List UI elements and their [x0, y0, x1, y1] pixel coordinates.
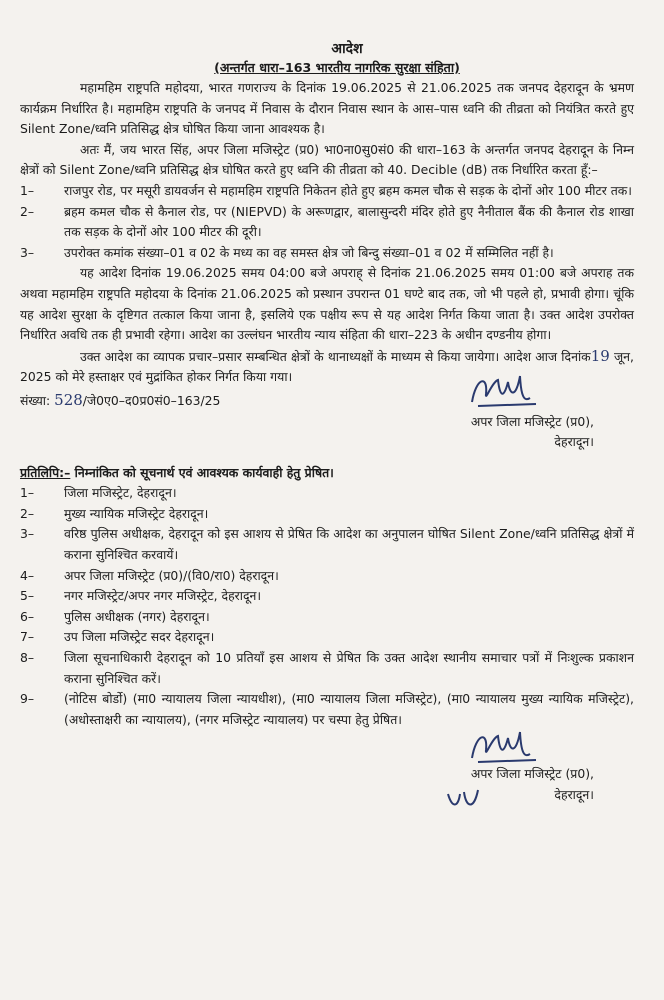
paragraph-2: अतः मैं, जय भारत सिंह, अपर जिला मजिस्ट्रेट (प्र0) भा0ना0सु0सं0 की धारा–163 के अन्तर्गत जनपद देहरादून के निम्न क्षेत्रों को Silent Zone/ध्वनि प्रतिसिद्ध क्षेत्र घोषित करते हुए ध्वनि की तीव्रता को 40. Decible (dB) तक निर्धारित करता हूँ:– [20, 141, 634, 178]
list-item [20, 202, 634, 243]
copy-item-number: 1– [20, 485, 35, 501]
copy-list-item [20, 483, 634, 504]
handwritten-date: 19 [590, 346, 610, 365]
copy-item-text: जिला सूचनाधिकारी देहरादून को 10 प्रतियाँ इस आशय से प्रेषित कि उक्त आदेश स्थानीय समाचार पत्रों में निःशुल्क प्रकाशन कराना सुनिश्चित करें। [64, 650, 634, 686]
signatory-designation: अपर जिला मजिस्ट्रेट (प्र0), [470, 413, 594, 429]
copy-heading-label: प्रतिलिपि:– [20, 464, 71, 480]
paragraph-1: महामहिम राष्ट्रपति महोदया, भारत गणराज्य के दिनांक 19.06.2025 से 21.06.2025 तक जनपद देहरादून के भ्रमण कार्यक्रम निर्धारित है। महामहिम राष्ट्रपति के जनपद में निवास के दौरान निवास स्थान के आस–पास ध्वनि की तीव्रता को नियंत्रित करते हुए Silent Zone/ध्वनि प्रतिसिद्ध क्षेत्र घोषित किया जाना आवश्यक है। [20, 80, 635, 137]
reference-label: संख्या: [20, 392, 51, 408]
signatory-location: देहरादून। [554, 787, 594, 802]
copy-list-item [20, 524, 634, 565]
subtitle-text: (अन्तर्गत धारा–163 भारतीय नागरिक सुरक्षा संहिता) [214, 60, 460, 75]
document-subtitle [40, 58, 634, 78]
item-number: 2– [20, 203, 35, 219]
copy-item-text: नगर मजिस्ट्रेट/अपर नगर मजिस्ट्रेट, देहरादून। [64, 588, 262, 604]
paragraph-4-end: जून, 2025 को मेरे हस्ताक्षर एवं मुद्रांकित होकर निर्गत किया गया। [20, 348, 634, 385]
signatory-location: देहरादून। [554, 434, 594, 450]
reference-code: /जे0ए0–द0प्र0सं0–163/25 [82, 392, 221, 408]
copy-item-number: 4– [20, 567, 35, 583]
item-text: उपरोक्त कमांक संख्या–01 व 02 के मध्य का वह समस्त क्षेत्र जो बिन्दु संख्या–01 व 02 में सम्मिलित नहीं है। [64, 244, 554, 260]
copy-list-item [20, 648, 634, 689]
copy-item-number: 9– [20, 691, 35, 707]
copy-item-text: पुलिस अधीक्षक (नगर) देहरादून। [64, 608, 210, 624]
copy-list-item [20, 566, 634, 587]
copy-item-number: 2– [20, 505, 35, 521]
copy-list-item [20, 586, 634, 607]
copy-item-number: 5– [20, 588, 35, 604]
copy-item-text: अपर जिला मजिस्ट्रेट (प्र0)/(वि0/रा0) देहरादून। [64, 567, 279, 583]
copy-item-number: 7– [20, 629, 35, 645]
copy-item-text: मुख्य न्यायिक मजिस्ट्रेट देहरादून। [64, 505, 209, 521]
copy-list-item [20, 627, 634, 648]
copy-item-text: उप जिला मजिस्ट्रेट सदर देहरादून। [64, 629, 215, 645]
signature-block-2 [20, 764, 634, 805]
signature-icon [464, 724, 554, 768]
copy-item-number: 3– [20, 526, 35, 542]
copy-list-item [20, 607, 634, 628]
signatory-designation: अपर जिला मजिस्ट्रेट (प्र0), [470, 766, 594, 782]
copy-item-number: 6– [20, 608, 35, 624]
signature-block-1 [20, 412, 634, 453]
copy-item-text: (नोटिस बोर्डो) (मा0 न्यायालय जिला न्यायधीश), (मा0 न्यायालय जिला मजिस्ट्रेट), (मा0 न्यायालय मुख्य न्यायिक मजिस्ट्रेट), (अधोस्ताक्षरी का न्यायालय), (नगर मजिस्ट्रेट न्यायालय) पर चस्पा हेतु प्रेषित। [64, 691, 634, 727]
signature-icon [464, 368, 554, 412]
copy-heading [20, 463, 634, 484]
item-number: 1– [20, 182, 35, 198]
copy-heading-text: निम्नांकित को सूचनार्थ एवं आवश्यक कार्यवाही हेतु प्रेषित। [74, 464, 334, 480]
list-item [20, 243, 634, 264]
copy-item-text: जिला मजिस्ट्रेट, देहरादून। [64, 485, 177, 501]
document-title: आदेश [331, 41, 363, 57]
reference-handwritten-number: 528 [54, 390, 83, 409]
item-text: ब्रहम कमल चौक से कैनाल रोड, पर (NIEPVD) के अरूणद्वार, बालासुन्दरी मंदिर होते हुए नैनीताल बैंक की कैनाल रोड शाखा तक सड़क के दोनों ओर 100 मीटर की दूरी। [64, 203, 634, 240]
item-number: 3– [20, 244, 35, 260]
paragraph-3: यह आदेश दिनांक 19.06.2025 समय 04:00 बजे अपराह् से दिनांक 21.06.2025 समय 01:00 बजे अपराह तक अथवा महामहिम राष्ट्रपति महोदया के दिनांक 21.06.2025 को प्रस्थान उपरान्त 01 घण्टे बाद तक, जो भी पहले हो, प्रभावी होगा। चूंकि यह आदेश सुरक्षा के दृष्टिगत तत्काल किया जाना है, इसलिये एक पक्षीय रूप से यह आदेश निर्गत किया जाता है। उक्त आदेश उपरोक्त निर्धारित अवधि तक ही प्रभावी रहेगा। आदेश का उल्लंघन भारतीय न्याय संहिता की धारा–223 के अधीन दण्डनीय होगा। [20, 265, 634, 343]
copy-list-item [20, 504, 634, 525]
list-item [20, 181, 634, 202]
copy-item-text: वरिष्ठ पुलिस अधीक्षक, देहरादून को इस आशय से प्रेषित कि आदेश का अनुपालन घोषित Silent Zone/ध्वनि प्रतिसिद्ध क्षेत्रों में कराना सुनिश्चित करवायें। [64, 526, 634, 563]
paragraph-4-start: उक्त आदेश का व्यापक प्रचार–प्रसार सम्बन्धित क्षेत्रों के थानाध्यक्षों के माध्यम से किया जायेगा। आदेश आज दिनांक [80, 348, 591, 364]
initials-icon [444, 784, 484, 814]
item-text: राजपुर रोड, पर मसूरी डायवर्जन से महामहिम राष्ट्रपति निकेतन होते हुए ब्रहम कमल चौक से सड़क के दोनों ओर 100 मीटर तक। [64, 182, 632, 198]
copy-item-number: 8– [20, 650, 35, 666]
